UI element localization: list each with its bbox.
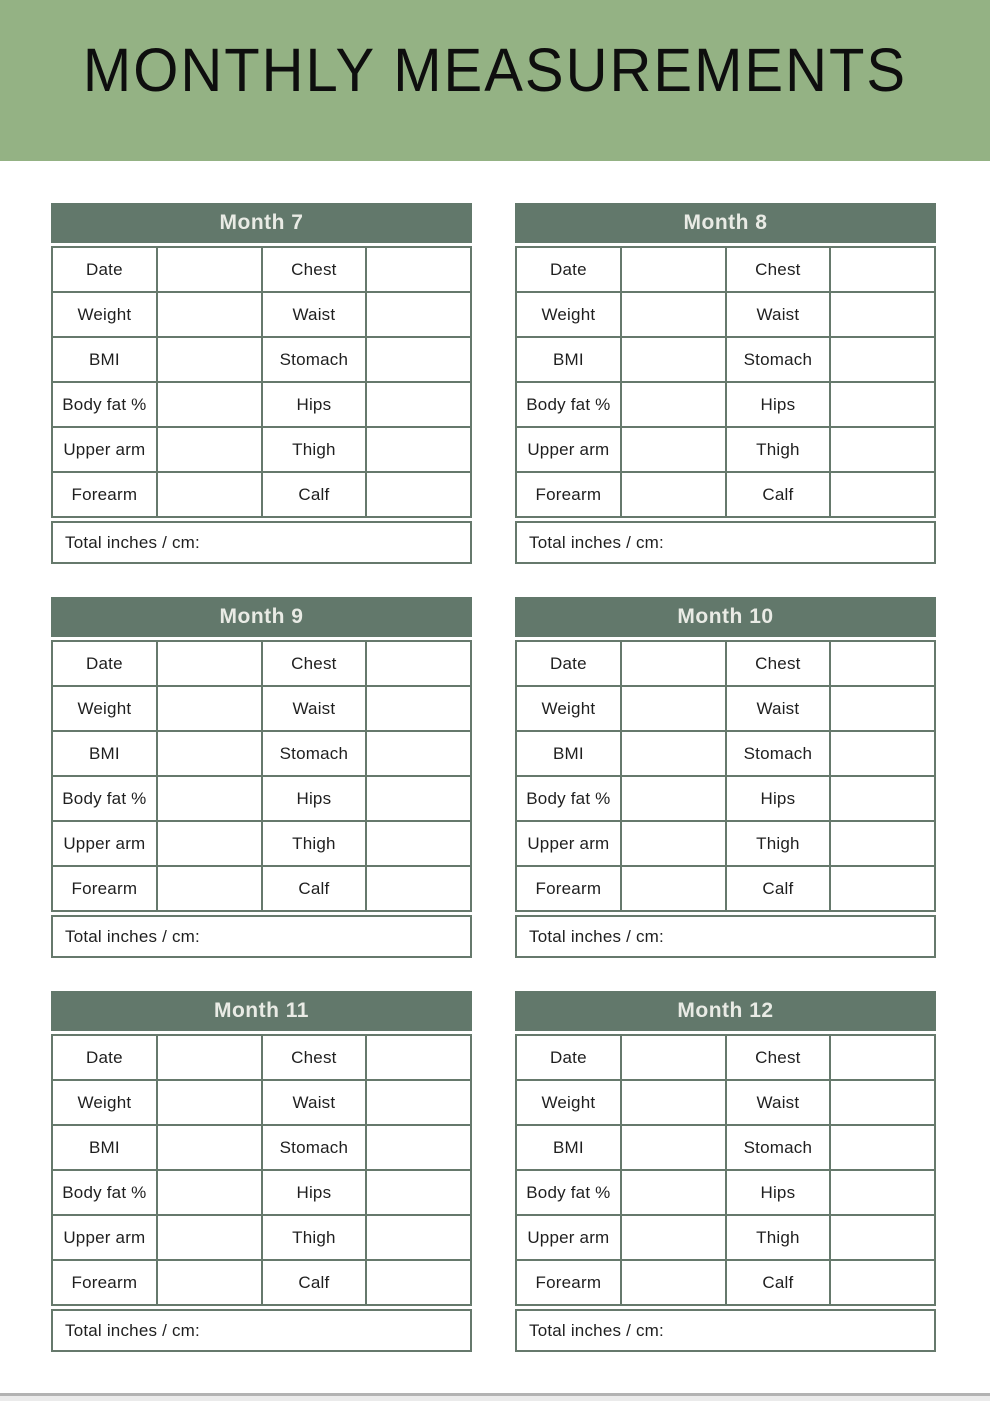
value-cell — [621, 821, 726, 866]
label-cell: Thigh — [726, 821, 831, 866]
value-cell — [366, 1125, 471, 1170]
value-cell — [830, 686, 935, 731]
table-row — [516, 472, 935, 517]
total-label: Total inches / cm: — [529, 926, 664, 946]
month-title: Month 9 — [219, 605, 304, 628]
value-cell — [157, 247, 262, 292]
label-cell: Chest — [262, 1035, 367, 1080]
value-cell — [830, 337, 935, 382]
table-row — [516, 427, 935, 472]
table-row — [516, 382, 935, 427]
value-cell — [830, 1125, 935, 1170]
label-cell: Waist — [262, 686, 367, 731]
table-row — [516, 686, 935, 731]
table-row — [52, 1260, 471, 1305]
table-row — [516, 247, 935, 292]
table-row — [52, 1170, 471, 1215]
label-cell: Calf — [726, 866, 831, 911]
table-row — [516, 1170, 935, 1215]
label-cell: Chest — [262, 247, 367, 292]
value-cell — [621, 427, 726, 472]
value-cell — [366, 292, 471, 337]
label-cell: Calf — [262, 1260, 367, 1305]
label-cell: Chest — [726, 247, 831, 292]
label-cell: Waist — [726, 686, 831, 731]
value-cell — [621, 292, 726, 337]
value-cell — [157, 382, 262, 427]
table-row — [516, 641, 935, 686]
value-cell — [366, 686, 471, 731]
value-cell — [366, 1080, 471, 1125]
label-cell: Waist — [726, 292, 831, 337]
month-11-grid — [51, 1034, 472, 1306]
table-row — [516, 1035, 935, 1080]
value-cell — [366, 1170, 471, 1215]
value-cell — [621, 1215, 726, 1260]
label-cell: Forearm — [516, 472, 621, 517]
value-cell — [157, 337, 262, 382]
label-cell: Weight — [52, 686, 157, 731]
value-cell — [830, 1035, 935, 1080]
label-cell: Upper arm — [52, 1215, 157, 1260]
value-cell — [621, 686, 726, 731]
table-row — [52, 1125, 471, 1170]
label-cell: Thigh — [262, 1215, 367, 1260]
month-9-card — [51, 597, 472, 958]
label-cell: Forearm — [52, 866, 157, 911]
label-cell: Hips — [726, 382, 831, 427]
label-cell: Body fat % — [52, 1170, 157, 1215]
value-cell — [157, 866, 262, 911]
label-cell: Calf — [262, 472, 367, 517]
total-label: Total inches / cm: — [65, 1320, 200, 1340]
label-cell: Stomach — [262, 337, 367, 382]
table-row — [52, 731, 471, 776]
label-cell: Forearm — [52, 1260, 157, 1305]
table-row — [52, 292, 471, 337]
month-8-card — [515, 203, 936, 564]
label-cell: Weight — [516, 686, 621, 731]
value-cell — [366, 866, 471, 911]
label-cell: Weight — [516, 1080, 621, 1125]
value-cell — [830, 776, 935, 821]
label-cell: Calf — [262, 866, 367, 911]
value-cell — [621, 1080, 726, 1125]
value-cell — [157, 1215, 262, 1260]
table-row — [516, 1125, 935, 1170]
value-cell — [621, 472, 726, 517]
total-row — [51, 915, 472, 958]
value-cell — [830, 382, 935, 427]
label-cell: Hips — [262, 382, 367, 427]
label-cell: Upper arm — [516, 1215, 621, 1260]
value-cell — [157, 1125, 262, 1170]
label-cell: Forearm — [52, 472, 157, 517]
tables-area — [51, 203, 936, 1352]
value-cell — [157, 292, 262, 337]
label-cell: Upper arm — [52, 821, 157, 866]
table-row — [52, 247, 471, 292]
table-row — [52, 776, 471, 821]
total-row — [515, 1309, 936, 1352]
label-cell: BMI — [52, 1125, 157, 1170]
value-cell — [366, 731, 471, 776]
month-10-card — [515, 597, 936, 958]
value-cell — [157, 472, 262, 517]
label-cell: Stomach — [726, 731, 831, 776]
label-cell: Calf — [726, 472, 831, 517]
label-cell: Forearm — [516, 866, 621, 911]
table-row — [52, 472, 471, 517]
total-row — [515, 915, 936, 958]
label-cell: Weight — [52, 292, 157, 337]
value-cell — [366, 472, 471, 517]
value-cell — [621, 641, 726, 686]
month-10-header — [515, 597, 936, 637]
label-cell: Forearm — [516, 1260, 621, 1305]
label-cell: Upper arm — [516, 821, 621, 866]
table-row — [52, 641, 471, 686]
label-cell: Hips — [726, 1170, 831, 1215]
table-row — [52, 382, 471, 427]
month-9-grid — [51, 640, 472, 912]
month-10-grid — [515, 640, 936, 912]
month-11-header — [51, 991, 472, 1031]
value-cell — [830, 1260, 935, 1305]
table-row — [516, 821, 935, 866]
value-cell — [366, 337, 471, 382]
total-label: Total inches / cm: — [529, 532, 664, 552]
value-cell — [366, 382, 471, 427]
table-row — [516, 776, 935, 821]
table-row — [52, 686, 471, 731]
label-cell: Body fat % — [52, 776, 157, 821]
label-cell: Upper arm — [52, 427, 157, 472]
value-cell — [830, 1215, 935, 1260]
table-row — [52, 866, 471, 911]
table-row — [52, 1080, 471, 1125]
value-cell — [830, 472, 935, 517]
value-cell — [157, 427, 262, 472]
month-7-header — [51, 203, 472, 243]
value-cell — [830, 1080, 935, 1125]
page-title: MONTHLY MEASUREMENTS — [82, 36, 908, 105]
table-row — [516, 337, 935, 382]
page-header-band — [0, 0, 990, 161]
month-title: Month 10 — [677, 605, 774, 628]
label-cell: Date — [516, 1035, 621, 1080]
table-row — [516, 292, 935, 337]
total-row — [515, 521, 936, 564]
total-label: Total inches / cm: — [65, 532, 200, 552]
value-cell — [621, 866, 726, 911]
value-cell — [830, 641, 935, 686]
value-cell — [830, 1170, 935, 1215]
month-8-grid — [515, 246, 936, 518]
label-cell: Hips — [262, 776, 367, 821]
label-cell: Body fat % — [516, 1170, 621, 1215]
value-cell — [157, 1260, 262, 1305]
month-12-header — [515, 991, 936, 1031]
label-cell: Chest — [262, 641, 367, 686]
label-cell: Date — [52, 247, 157, 292]
value-cell — [366, 821, 471, 866]
label-cell: BMI — [516, 337, 621, 382]
month-8-header — [515, 203, 936, 243]
label-cell: BMI — [516, 731, 621, 776]
label-cell: Date — [52, 1035, 157, 1080]
month-title: Month 12 — [677, 999, 774, 1022]
label-cell: Stomach — [726, 337, 831, 382]
month-11-card — [51, 991, 472, 1352]
value-cell — [830, 731, 935, 776]
value-cell — [157, 686, 262, 731]
label-cell: Chest — [726, 641, 831, 686]
value-cell — [621, 731, 726, 776]
month-7-card — [51, 203, 472, 564]
table-row — [516, 866, 935, 911]
value-cell — [830, 247, 935, 292]
value-cell — [366, 641, 471, 686]
month-title: Month 7 — [219, 211, 304, 234]
table-row — [516, 1215, 935, 1260]
value-cell — [621, 1035, 726, 1080]
label-cell: Stomach — [262, 731, 367, 776]
table-row — [52, 337, 471, 382]
label-cell: Body fat % — [516, 382, 621, 427]
label-cell: Weight — [52, 1080, 157, 1125]
value-cell — [366, 427, 471, 472]
value-cell — [621, 337, 726, 382]
value-cell — [621, 247, 726, 292]
table-row — [516, 1260, 935, 1305]
page-edge-strip — [0, 1396, 990, 1401]
value-cell — [621, 1125, 726, 1170]
label-cell: BMI — [52, 337, 157, 382]
value-cell — [157, 776, 262, 821]
table-row — [52, 1215, 471, 1260]
total-label: Total inches / cm: — [529, 1320, 664, 1340]
label-cell: BMI — [52, 731, 157, 776]
value-cell — [366, 776, 471, 821]
label-cell: Stomach — [262, 1125, 367, 1170]
label-cell: Weight — [516, 292, 621, 337]
table-row — [516, 731, 935, 776]
label-cell: Thigh — [726, 427, 831, 472]
table-row — [52, 821, 471, 866]
value-cell — [621, 1170, 726, 1215]
month-12-grid — [515, 1034, 936, 1306]
value-cell — [366, 1260, 471, 1305]
value-cell — [157, 1170, 262, 1215]
table-row — [52, 427, 471, 472]
label-cell: Chest — [726, 1035, 831, 1080]
value-cell — [157, 641, 262, 686]
month-12-card — [515, 991, 936, 1352]
value-cell — [830, 866, 935, 911]
label-cell: Thigh — [262, 427, 367, 472]
label-cell: Thigh — [726, 1215, 831, 1260]
month-title: Month 11 — [213, 999, 309, 1022]
table-row — [516, 1080, 935, 1125]
label-cell: Date — [52, 641, 157, 686]
label-cell: Date — [516, 247, 621, 292]
month-9-header — [51, 597, 472, 637]
table-row — [52, 1035, 471, 1080]
value-cell — [366, 247, 471, 292]
value-cell — [366, 1035, 471, 1080]
total-row — [51, 521, 472, 564]
label-cell: Stomach — [726, 1125, 831, 1170]
value-cell — [157, 821, 262, 866]
label-cell: Waist — [262, 1080, 367, 1125]
value-cell — [366, 1215, 471, 1260]
value-cell — [830, 292, 935, 337]
total-row — [51, 1309, 472, 1352]
label-cell: Body fat % — [52, 382, 157, 427]
value-cell — [830, 821, 935, 866]
month-7-grid — [51, 246, 472, 518]
label-cell: Thigh — [262, 821, 367, 866]
label-cell: Hips — [726, 776, 831, 821]
month-title: Month 8 — [683, 211, 768, 234]
value-cell — [157, 731, 262, 776]
label-cell: Waist — [726, 1080, 831, 1125]
label-cell: Hips — [262, 1170, 367, 1215]
label-cell: Upper arm — [516, 427, 621, 472]
label-cell: Calf — [726, 1260, 831, 1305]
total-label: Total inches / cm: — [65, 926, 200, 946]
value-cell — [830, 427, 935, 472]
value-cell — [157, 1035, 262, 1080]
value-cell — [621, 776, 726, 821]
label-cell: BMI — [516, 1125, 621, 1170]
value-cell — [157, 1080, 262, 1125]
label-cell: Body fat % — [516, 776, 621, 821]
label-cell: Waist — [262, 292, 367, 337]
label-cell: Date — [516, 641, 621, 686]
value-cell — [621, 1260, 726, 1305]
value-cell — [621, 382, 726, 427]
